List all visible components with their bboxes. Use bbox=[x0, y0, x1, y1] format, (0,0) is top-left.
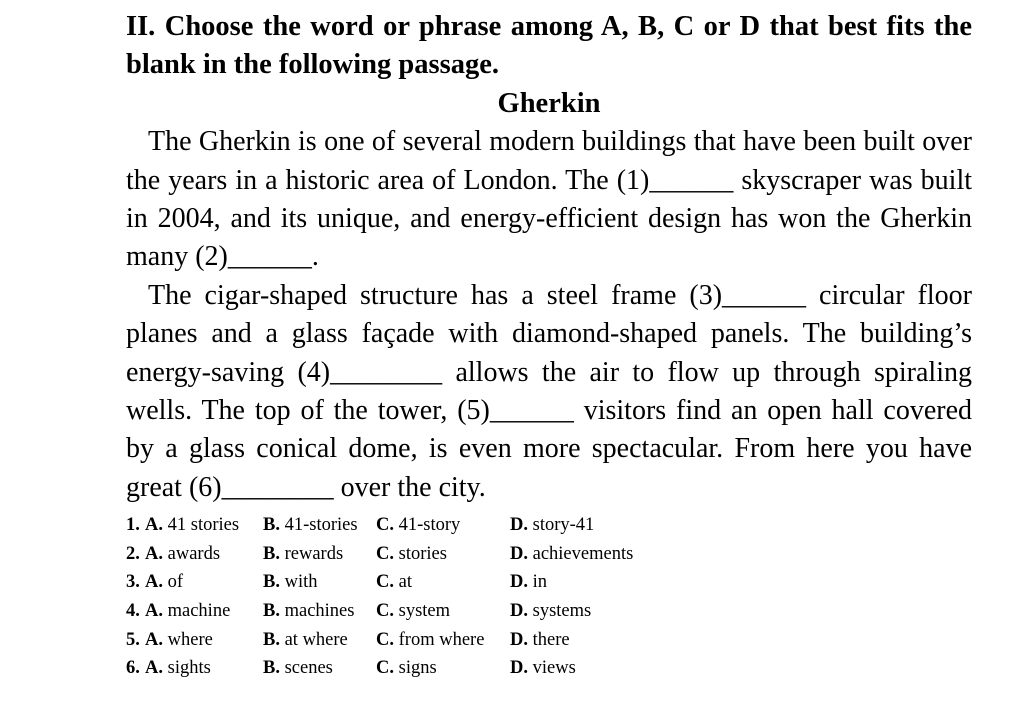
option-b bbox=[263, 597, 376, 626]
passage-paragraph-1: The Gherkin is one of several modern buildings that have been built over the years in a historic area of London. The (1)______ skyscraper was built in 2004, and its unique, and energy-efficient design has won the Gherkin many (2)______. bbox=[126, 126, 972, 273]
option-b bbox=[263, 626, 376, 655]
option-a bbox=[145, 626, 263, 655]
option-a bbox=[145, 540, 263, 569]
option-text-d: systems bbox=[532, 601, 592, 622]
passage-paragraph-2: The cigar-shaped structure has a steel frame (3)______ circular floor planes and a glass façade with diamond-shaped panels. The building’s energy-saving (4)________ allows the air to flow up through spiraling wells. The top of the tower, (5)______ visitors find an open hall covered by a glass conical dome, is even more spectacular. From here you have great (6)________ over the city. bbox=[126, 279, 972, 503]
option-label-d: D. bbox=[510, 572, 528, 593]
option-label-b: B. bbox=[263, 572, 280, 593]
option-label-d: D. bbox=[510, 629, 528, 650]
option-text-a: 41 stories bbox=[167, 515, 240, 536]
option-label-c: C. bbox=[376, 572, 394, 593]
option-text-d: views bbox=[532, 658, 576, 679]
option-text-a: machine bbox=[167, 601, 231, 622]
passage-title: Gherkin bbox=[497, 87, 601, 119]
option-c bbox=[376, 540, 510, 569]
option-label-b: B. bbox=[263, 601, 280, 622]
question-row-2 bbox=[126, 540, 972, 569]
option-text-c: signs bbox=[398, 658, 437, 679]
option-c bbox=[376, 511, 510, 540]
option-label-a: A. bbox=[145, 658, 163, 679]
option-label-b: B. bbox=[263, 629, 280, 650]
option-label-a: A. bbox=[145, 515, 163, 536]
question-row-6 bbox=[126, 654, 972, 683]
option-text-c: 41-story bbox=[398, 515, 461, 536]
question-number: 3. bbox=[126, 572, 140, 593]
option-a bbox=[145, 654, 263, 683]
option-text-b: 41-stories bbox=[284, 515, 358, 536]
option-text-c: at bbox=[398, 572, 412, 593]
option-text-a: of bbox=[167, 572, 184, 593]
question-row-5 bbox=[126, 626, 972, 655]
option-text-b: scenes bbox=[284, 658, 333, 679]
option-d bbox=[510, 540, 972, 569]
option-text-c: system bbox=[398, 601, 451, 622]
question-number: 5. bbox=[126, 629, 140, 650]
option-text-d: story-41 bbox=[532, 515, 595, 536]
option-a bbox=[145, 568, 263, 597]
option-label-c: C. bbox=[376, 658, 394, 679]
document-page bbox=[126, 8, 972, 683]
question-row-4 bbox=[126, 597, 972, 626]
option-b bbox=[263, 511, 376, 540]
option-d bbox=[510, 568, 972, 597]
option-text-c: from where bbox=[398, 629, 485, 650]
option-label-a: A. bbox=[145, 572, 163, 593]
option-label-c: C. bbox=[376, 543, 394, 564]
option-d bbox=[510, 626, 972, 655]
option-b bbox=[263, 540, 376, 569]
option-label-d: D. bbox=[510, 658, 528, 679]
option-label-a: A. bbox=[145, 601, 163, 622]
option-text-c: stories bbox=[398, 543, 447, 564]
option-text-a: where bbox=[167, 629, 213, 650]
option-label-d: D. bbox=[510, 601, 528, 622]
option-a bbox=[145, 597, 263, 626]
option-d bbox=[510, 597, 972, 626]
option-label-d: D. bbox=[510, 515, 528, 536]
option-label-b: B. bbox=[263, 515, 280, 536]
option-d bbox=[510, 654, 972, 683]
option-label-c: C. bbox=[376, 601, 394, 622]
option-c bbox=[376, 597, 510, 626]
option-c bbox=[376, 654, 510, 683]
option-d bbox=[510, 511, 972, 540]
option-c bbox=[376, 568, 510, 597]
option-label-c: C. bbox=[376, 515, 394, 536]
option-text-b: with bbox=[284, 572, 318, 593]
option-b bbox=[263, 654, 376, 683]
option-c bbox=[376, 626, 510, 655]
section-instruction: II. Choose the word or phrase among A, B, C or D that best fits the blank in the following passage. bbox=[126, 11, 972, 81]
option-text-d: there bbox=[532, 629, 570, 650]
option-label-a: A. bbox=[145, 543, 163, 564]
option-text-b: machines bbox=[284, 601, 355, 622]
option-text-a: awards bbox=[167, 543, 221, 564]
question-number: 2. bbox=[126, 543, 140, 564]
option-text-b: rewards bbox=[284, 543, 344, 564]
question-number: 6. bbox=[126, 658, 140, 679]
question-row-1 bbox=[126, 511, 972, 540]
option-text-b: at where bbox=[284, 629, 348, 650]
questions-list bbox=[126, 511, 972, 683]
question-row-3 bbox=[126, 568, 972, 597]
option-label-a: A. bbox=[145, 629, 163, 650]
option-text-d: achievements bbox=[532, 543, 634, 564]
option-label-d: D. bbox=[510, 543, 528, 564]
question-number: 4. bbox=[126, 601, 140, 622]
option-label-b: B. bbox=[263, 658, 280, 679]
option-label-c: C. bbox=[376, 629, 394, 650]
option-a bbox=[145, 511, 263, 540]
option-label-b: B. bbox=[263, 543, 280, 564]
option-b bbox=[263, 568, 376, 597]
option-text-a: sights bbox=[167, 658, 211, 679]
option-text-d: in bbox=[532, 572, 548, 593]
question-number: 1. bbox=[126, 515, 140, 536]
